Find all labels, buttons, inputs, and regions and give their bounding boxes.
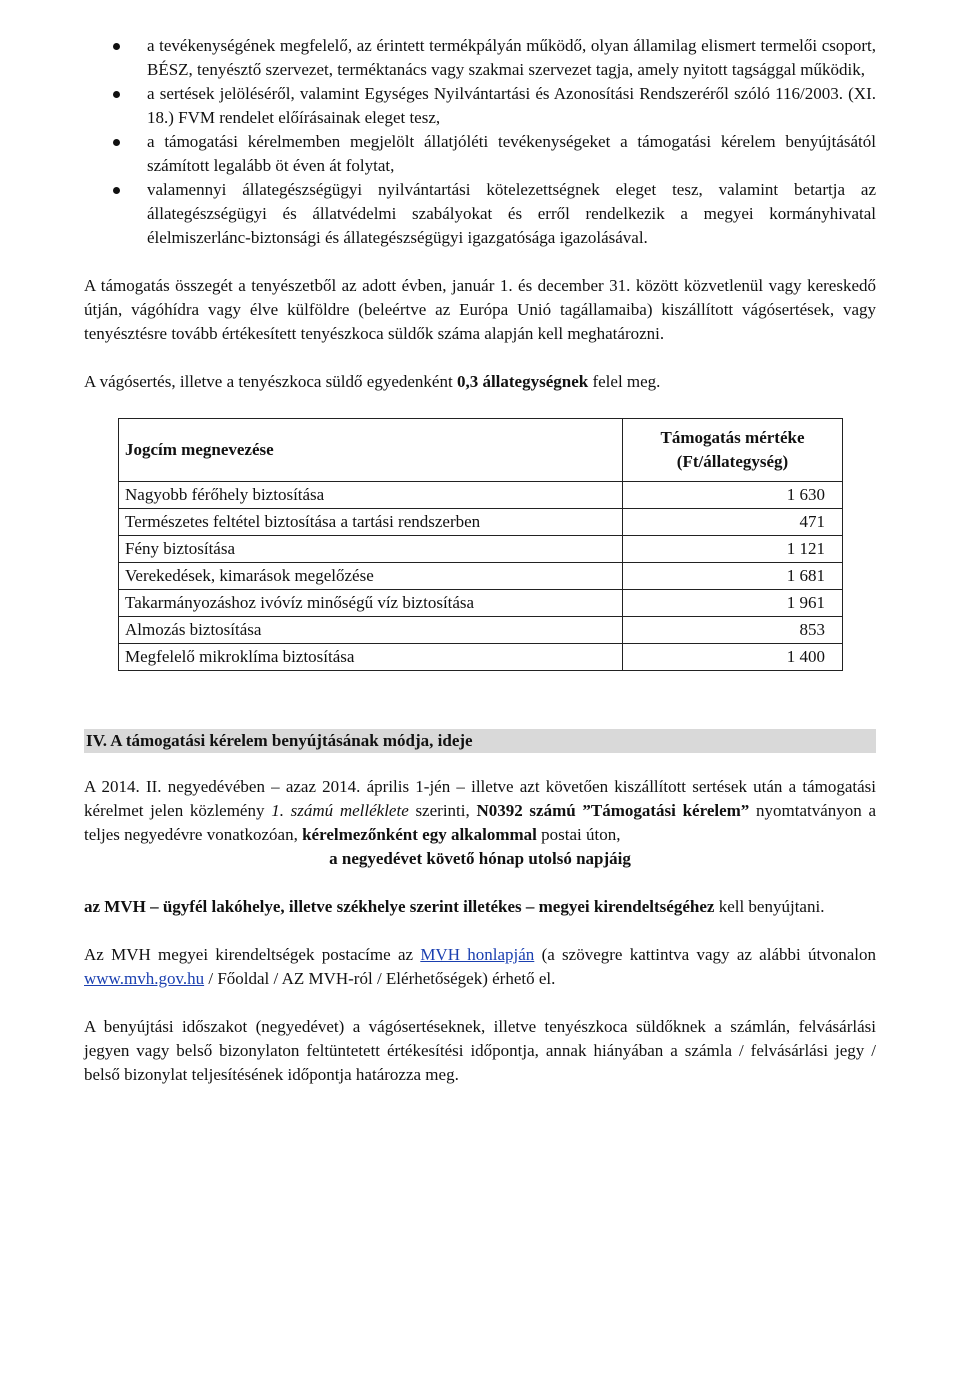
bullet-icon (113, 91, 120, 98)
section-heading: IV. A támogatási kérelem benyújtásának módja, ideje (84, 729, 876, 753)
row-amount: 853 (623, 617, 843, 644)
row-name: Nagyobb férőhely biztosítása (119, 482, 623, 509)
bullet-icon (113, 43, 120, 50)
list-item (84, 34, 876, 82)
list-item-text: a támogatási kérelmemben megjelölt állatjóléti tevékenységeket a támogatási kérelem benyújtásától számított legalább öt éven át folytat, (147, 132, 876, 175)
paragraph-postal-address: Az MVH megyei kirendeltségek postacíme az MVH honlapján (a szövegre kattintva vagy az alábbi útvonalon www.mvh.gov.hu / Főoldal / AZ MVH-ról / Elérhetőségek) érhető el. (84, 945, 876, 988)
table-row (119, 644, 843, 671)
row-name: Fény biztosítása (119, 536, 623, 563)
row-amount: 471 (623, 509, 843, 536)
row-amount: 1 630 (623, 482, 843, 509)
table-row (119, 563, 843, 590)
mvh-homepage-link[interactable]: MVH honlapján (420, 945, 535, 964)
row-name: Természetes feltétel biztosítása a tartási rendszerben (119, 509, 623, 536)
table-row (119, 617, 843, 644)
list-item-text: a tevékenységének megfelelő, az érintett termékpályán működő, olyan államilag elismert termelői csoport, BÉSZ, tenyésztő szervezet, terméktanács vagy szakmai szervezet tagja, amely nyitott tagsággal működik, (147, 36, 876, 79)
row-name: Verekedések, kimarások megelőzése (119, 563, 623, 590)
row-name: Almozás biztosítása (119, 617, 623, 644)
row-amount: 1 681 (623, 563, 843, 590)
mvh-website-link[interactable]: www.mvh.gov.hu (84, 969, 205, 988)
support-rate-table (118, 418, 843, 671)
paragraph-submission-period: A benyújtási időszakot (negyedévet) a vágósertéseknek, illetve tenyészkoca süldőknek a számlán, felvásárlási jegyen vagy belső bizonylaton feltüntetett értékesítési időpontja, annak hiányában a számla / felvásárlási jegy / belső bizonylat teljesítésének időpontja határozza meg. (84, 1017, 876, 1084)
table-header-row (119, 419, 843, 482)
row-amount: 1 121 (623, 536, 843, 563)
table-row (119, 590, 843, 617)
list-item-text: a sertések jelöléséről, valamint Egységes Nyilvántartási és Azonosítási Rendszeréről szóló 116/2003. (XI. 18.) FVM rendelet előírásainak eleget tesz, (147, 84, 876, 127)
row-amount: 1 961 (623, 590, 843, 617)
document-body (84, 34, 876, 1087)
bullet-icon (113, 139, 120, 146)
deadline-line: a negyedévet követő hónap utolsó napjáig (329, 849, 631, 868)
paragraph-amount-basis: A támogatás összegét a tenyészetből az adott évben, január 1. és december 31. között közvetlenül vagy kereskedő útján, vágóhídra vagy élve külföldre (beleértve az Európa Unió tagállamaiba) kiszállított vágósertések, vagy tenyésztésre tovább értékesített tenyészkoca süldők száma alapján kell meghatározni. (84, 276, 876, 343)
table-row (119, 536, 843, 563)
row-name: Megfelelő mikroklíma biztosítása (119, 644, 623, 671)
bullet-icon (113, 187, 120, 194)
table-row (119, 509, 843, 536)
paragraph-submission-method: A 2014. II. negyedévében – azaz 2014. április 1-jén – illetve azt követően kiszállított sertések után a támogatási kérelmet jelen közlemény 1. számú melléklete szerinti, N0392 számú ”Támogatási kérelem” nyomtatványon a teljes negyedévre vonatkozóan, kérelmezőnként egy alkalommal postai úton, (84, 777, 876, 844)
list-item (84, 82, 876, 130)
table-row (119, 482, 843, 509)
row-amount: 1 400 (623, 644, 843, 671)
paragraph-submission-office: az MVH – ügyfél lakóhelye, illetve székhelye szerint illetékes – megyei kirendeltségéhez kell benyújtani. (84, 897, 825, 916)
condition-list (84, 34, 876, 250)
row-name: Takarmányozáshoz ivóvíz minőségű víz biztosítása (119, 590, 623, 617)
list-item (84, 130, 876, 178)
column-header-amount: Támogatás mértéke (Ft/állategység) (623, 419, 843, 482)
column-header-title: Jogcím megnevezése (119, 419, 623, 482)
list-item-text: valamennyi állategészségügyi nyilvántartási kötelezettségnek eleget tesz, valamint betartja az állategészségügyi és állatvédelmi szabályokat és erről rendelkezik a megyei kormányhivatal élelmiszerlánc-biztonsági és állategészségügyi igazgatósága igazolásával. (147, 180, 876, 247)
paragraph-animal-unit: A vágósertés, illetve a tenyészkoca süldő egyedenként 0,3 állategységnek felel meg. (84, 372, 661, 391)
list-item (84, 178, 876, 250)
